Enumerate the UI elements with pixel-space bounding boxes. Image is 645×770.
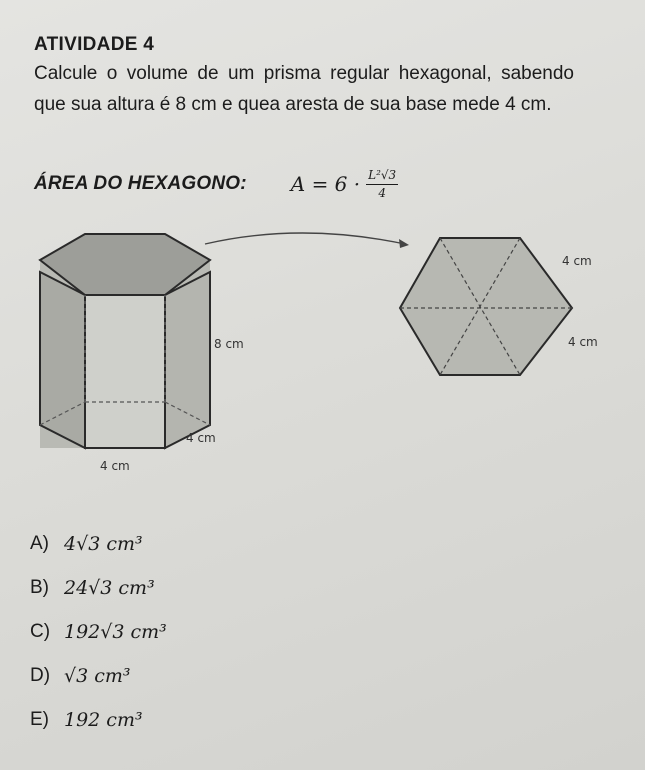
hexagon-base bbox=[400, 238, 598, 375]
prism-edge-label-side: 4 cm bbox=[186, 431, 216, 445]
answer-options bbox=[30, 522, 167, 742]
formula-fraction bbox=[366, 168, 398, 200]
problem-statement: Calcule o volume de um prisma regular hexagonal, sabendo que sua altura é 8 cm e quea aresta de sua base mede 4 cm. bbox=[34, 63, 574, 115]
option-e[interactable] bbox=[30, 698, 167, 742]
arrow-connector bbox=[205, 233, 405, 244]
activity-title: ATIVIDADE 4 bbox=[34, 34, 155, 55]
option-d[interactable] bbox=[30, 654, 167, 698]
prism-height-label: 8 cm bbox=[214, 337, 244, 351]
formula-row bbox=[34, 168, 398, 200]
option-b[interactable] bbox=[30, 566, 167, 610]
formula-label: ÁREA DO HEXAGONO: bbox=[34, 173, 247, 194]
option-a[interactable] bbox=[30, 522, 167, 566]
option-letter: E) bbox=[30, 709, 49, 730]
hexagon-side-label-middle: 4 cm bbox=[568, 335, 598, 349]
prism-figure bbox=[0, 220, 645, 490]
formula-lhs: A = 6 · bbox=[290, 172, 361, 196]
hexagon-area-formula bbox=[291, 168, 398, 200]
option-value: √3 cm³ bbox=[64, 665, 131, 687]
option-value: 192√3 cm³ bbox=[64, 621, 167, 643]
option-letter: C) bbox=[30, 621, 51, 642]
option-value: 4√3 cm³ bbox=[64, 533, 143, 555]
hexagon-side-label-top: 4 cm bbox=[562, 254, 592, 268]
prism-edge-label-bottom: 4 cm bbox=[100, 459, 130, 473]
option-letter: A) bbox=[30, 533, 49, 554]
formula-numerator: L²√3 bbox=[366, 168, 398, 185]
option-value: 24√3 cm³ bbox=[64, 577, 155, 599]
hexagonal-prism bbox=[40, 234, 244, 473]
option-letter: D) bbox=[30, 665, 51, 686]
option-letter: B) bbox=[30, 577, 49, 598]
formula-denominator: 4 bbox=[378, 186, 386, 200]
option-value: 192 cm³ bbox=[64, 709, 143, 731]
option-c[interactable] bbox=[30, 610, 167, 654]
